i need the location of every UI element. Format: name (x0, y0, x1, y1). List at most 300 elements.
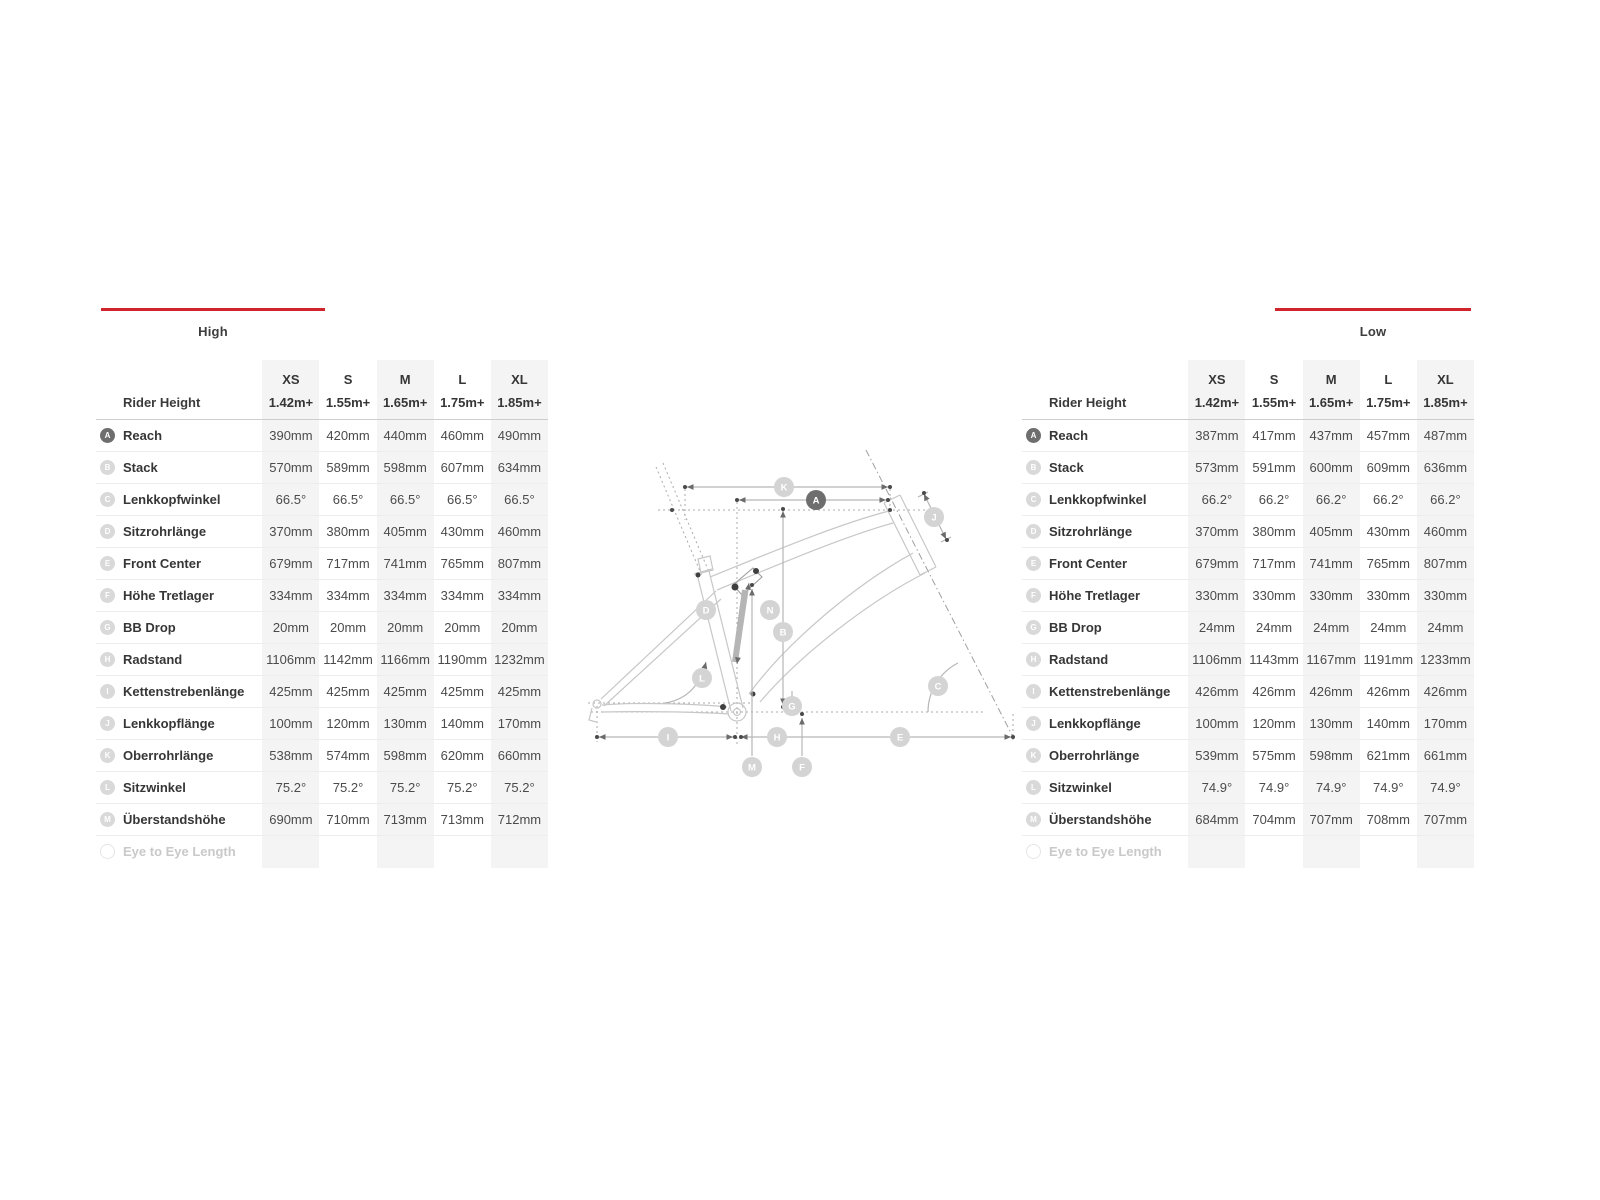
value-cell (491, 836, 548, 868)
value-cell (1417, 836, 1474, 868)
table-row (96, 676, 548, 708)
tab-low[interactable] (1275, 308, 1471, 339)
value-cell (1188, 836, 1245, 868)
row-badge-i: I (100, 684, 115, 699)
diagram-badge-k (774, 477, 794, 497)
rider-height-value: 1.55m+ (1251, 395, 1297, 410)
value-cell: 120mm (326, 716, 370, 731)
row-label: Stack (123, 460, 158, 475)
table-row (96, 612, 548, 644)
row-badge-e: E (100, 556, 115, 571)
svg-text:D: D (702, 605, 710, 617)
row-label: Sitzrohrlänge (1049, 524, 1133, 539)
diagram-badge-e (890, 727, 910, 747)
size-column-header (1417, 360, 1474, 420)
value-cell: 66.5° (262, 484, 319, 516)
svg-text:A: A (812, 495, 820, 507)
row-badge-n: N (100, 844, 115, 859)
value-cell: 707mm (1303, 804, 1360, 836)
size-label: S (343, 372, 353, 387)
diagram-badge-g (782, 696, 802, 716)
diagram-badge-h (767, 727, 787, 747)
row-label: Lenkkopfwinkel (123, 492, 221, 507)
dimension-endpoints (595, 482, 1015, 739)
row-label-group (1026, 716, 1187, 731)
row-label-group (1026, 428, 1187, 443)
value-cell: 661mm (1417, 740, 1474, 772)
svg-text:C: C (934, 681, 942, 693)
value-cell: 573mm (1188, 452, 1245, 484)
value-cell: 717mm (326, 556, 370, 571)
header-row (96, 360, 548, 420)
size-label: M (399, 372, 411, 387)
size-column-header (377, 360, 434, 420)
frame-geometry-diagram (555, 420, 1045, 805)
table-row (1022, 836, 1474, 868)
value-cell: 334mm (491, 580, 548, 612)
svg-text:B: B (779, 627, 787, 639)
size-label: M (1325, 372, 1337, 387)
svg-text:K: K (780, 482, 788, 494)
diagram-badge-l (692, 668, 712, 688)
diagram-badge-a (806, 490, 826, 510)
size-column-header (1188, 360, 1245, 420)
table-row (1022, 484, 1474, 516)
value-cell: 66.2° (1188, 484, 1245, 516)
geometry-table-low (1022, 303, 1474, 868)
value-cell: 1232mm (491, 644, 548, 676)
value-cell: 426mm (1303, 676, 1360, 708)
value-cell: 387mm (1188, 420, 1245, 452)
svg-text:F: F (799, 762, 805, 774)
rider-height-value: 1.75m+ (440, 395, 485, 410)
value-cell: 20mm (444, 620, 481, 635)
rider-height-value: 1.65m+ (382, 395, 428, 410)
size-column-header (1303, 360, 1360, 420)
value-cell: 334mm (262, 580, 319, 612)
row-label-group (1026, 780, 1187, 795)
value-cell: 707mm (1417, 804, 1474, 836)
size-column-header (1245, 360, 1302, 420)
row-label: Radstand (1049, 652, 1109, 667)
row-badge-h: H (100, 652, 115, 667)
size-column-header (434, 360, 491, 420)
value-cell: 765mm (1366, 556, 1410, 571)
size-label: L (458, 372, 467, 387)
row-label: Stack (1049, 460, 1084, 475)
value-cell: 570mm (262, 452, 319, 484)
value-cell: 140mm (1366, 716, 1410, 731)
row-badge-l: L (1026, 780, 1041, 795)
value-cell: 807mm (491, 548, 548, 580)
svg-text:J: J (931, 512, 937, 524)
row-label-group (1026, 460, 1187, 475)
diagram-badge-c (928, 676, 948, 696)
size-column-header (1360, 360, 1417, 420)
value-cell: 140mm (440, 716, 484, 731)
value-cell: 334mm (440, 588, 484, 603)
value-cell: 598mm (377, 740, 434, 772)
value-cell: 660mm (491, 740, 548, 772)
table-row (1022, 804, 1474, 836)
table-row (1022, 452, 1474, 484)
value-cell: 75.2° (262, 772, 319, 804)
value-cell: 490mm (491, 420, 548, 452)
svg-text:G: G (788, 701, 796, 713)
value-cell: 20mm (491, 612, 548, 644)
row-label-group (1026, 492, 1187, 507)
value-cell: 425mm (262, 676, 319, 708)
row-label: Sitzrohrlänge (123, 524, 207, 539)
table-row (96, 644, 548, 676)
table-row (1022, 612, 1474, 644)
value-cell: 634mm (491, 452, 548, 484)
value-cell: 1233mm (1417, 644, 1474, 676)
row-label: Radstand (123, 652, 183, 667)
geometry-table-high (96, 303, 548, 868)
value-cell: 405mm (377, 516, 434, 548)
rider-height-label: Rider Height (123, 395, 201, 410)
row-label: Oberrohrlänge (123, 748, 214, 763)
row-label: Oberrohrlänge (1049, 748, 1140, 763)
row-badge-k: K (100, 748, 115, 763)
row-label: Lenkkopflänge (1049, 716, 1141, 731)
size-label: S (1269, 372, 1279, 387)
value-cell: 66.2° (1417, 484, 1474, 516)
value-cell: 100mm (262, 708, 319, 740)
table-row (96, 420, 548, 452)
value-cell: 334mm (377, 580, 434, 612)
tab-row-high (96, 303, 548, 339)
value-cell: 460mm (440, 428, 484, 443)
value-cell: 1106mm (1188, 644, 1245, 676)
value-cell: 684mm (1188, 804, 1245, 836)
row-label-group (100, 460, 261, 475)
value-cell: 460mm (1417, 516, 1474, 548)
rider-height-value: 1.85m+ (497, 395, 542, 410)
value-cell: 74.9° (1373, 780, 1404, 795)
size-label: XL (511, 372, 528, 387)
row-label: Reach (1049, 428, 1089, 443)
value-cell: 330mm (1188, 580, 1245, 612)
value-cell: 20mm (262, 612, 319, 644)
row-label-group (100, 588, 261, 603)
value-cell: 75.2° (377, 772, 434, 804)
value-cell: 24mm (1188, 612, 1245, 644)
size-label: L (1384, 372, 1393, 387)
value-cell: 440mm (377, 420, 434, 452)
value-cell: 1143mm (1249, 652, 1299, 667)
value-cell (377, 836, 434, 868)
value-cell (319, 836, 376, 868)
row-label: Eye to Eye Length (1049, 844, 1162, 860)
value-cell: 370mm (1188, 516, 1245, 548)
value-cell: 66.5° (377, 484, 434, 516)
value-cell: 741mm (1303, 548, 1360, 580)
value-cell: 330mm (1303, 580, 1360, 612)
value-cell: 621mm (1366, 748, 1410, 763)
geometry-table (1022, 360, 1474, 868)
table-row (1022, 516, 1474, 548)
value-cell: 66.5° (447, 492, 478, 507)
rider-height-label: Rider Height (1049, 395, 1127, 410)
value-cell: 430mm (1366, 524, 1410, 539)
row-label: Kettenstrebenlänge (123, 684, 245, 699)
row-badge-g: G (1026, 620, 1041, 635)
table-row (96, 452, 548, 484)
svg-text:L: L (699, 673, 705, 685)
value-cell: 713mm (440, 812, 484, 827)
value-cell: 120mm (1252, 716, 1296, 731)
row-badge-a: A (1026, 428, 1041, 443)
value-cell: 1166mm (377, 644, 434, 676)
row-label-group (100, 684, 261, 699)
value-cell: 334mm (326, 588, 370, 603)
tab-active-underline (1275, 308, 1471, 311)
row-label-group (1026, 588, 1187, 603)
row-badge-c: C (100, 492, 115, 507)
row-label-group (1026, 652, 1187, 667)
value-cell: 74.9° (1258, 780, 1290, 795)
value-cell: 74.9° (1188, 772, 1245, 804)
value-cell: 765mm (440, 556, 484, 571)
value-cell: 66.2° (1303, 484, 1360, 516)
value-cell: 710mm (326, 812, 370, 827)
row-badge-j: J (100, 716, 115, 731)
value-cell: 75.2° (447, 780, 478, 795)
row-label-group (100, 812, 261, 827)
row-label: Sitzwinkel (1049, 780, 1112, 795)
value-cell: 457mm (1366, 428, 1410, 443)
value-cell: 717mm (1252, 556, 1296, 571)
table-row (96, 836, 548, 868)
value-cell: 636mm (1417, 452, 1474, 484)
row-badge-k: K (1026, 748, 1041, 763)
value-cell: 600mm (1303, 452, 1360, 484)
value-cell: 20mm (377, 612, 434, 644)
value-cell: 538mm (262, 740, 319, 772)
table-row (1022, 772, 1474, 804)
size-label: XL (1437, 372, 1454, 387)
table-row (1022, 740, 1474, 772)
diagram-badge-b (773, 622, 793, 642)
row-badge-l: L (100, 780, 115, 795)
value-cell: 1106mm (262, 644, 319, 676)
size-column-header (319, 360, 376, 420)
value-cell (1360, 836, 1417, 868)
value-cell: 426mm (1252, 684, 1296, 699)
row-badge-m: M (1026, 812, 1041, 827)
row-label: Front Center (123, 556, 201, 571)
row-label-group (100, 428, 261, 443)
row-badge-b: B (100, 460, 115, 475)
row-label: Kettenstrebenlänge (1049, 684, 1171, 699)
size-label: XS (1208, 372, 1226, 387)
size-column-header (491, 360, 548, 420)
value-cell: 66.5° (491, 484, 548, 516)
diagram-badge-f (792, 757, 812, 777)
table-row (96, 804, 548, 836)
value-cell: 74.9° (1303, 772, 1360, 804)
row-label: Lenkkopfwinkel (1049, 492, 1147, 507)
value-cell: 598mm (1303, 740, 1360, 772)
value-cell: 330mm (1417, 580, 1474, 612)
table-row (96, 580, 548, 612)
rider-height-value: 1.75m+ (1366, 395, 1411, 410)
row-badge-f: F (1026, 588, 1041, 603)
size-column-header (262, 360, 319, 420)
tab-row-low (1022, 303, 1474, 339)
geometry-table (96, 360, 548, 868)
value-cell: 679mm (262, 548, 319, 580)
row-badge-n: N (1026, 844, 1041, 859)
value-cell: 620mm (440, 748, 484, 763)
value-cell: 170mm (1417, 708, 1474, 740)
value-cell: 66.2° (1258, 492, 1290, 507)
table-row (1022, 708, 1474, 740)
svg-text:M: M (748, 762, 756, 774)
value-cell: 487mm (1417, 420, 1474, 452)
row-label: BB Drop (123, 620, 176, 635)
rider-height-value: 1.65m+ (1308, 395, 1354, 410)
value-cell: 425mm (326, 684, 370, 699)
row-label-group (100, 780, 261, 795)
value-cell: 66.5° (332, 492, 364, 507)
row-badge-b: B (1026, 460, 1041, 475)
row-badge-j: J (1026, 716, 1041, 731)
tab-low-label: Low (1359, 324, 1387, 339)
table-row (1022, 420, 1474, 452)
value-cell (434, 836, 491, 868)
row-label-group (1026, 684, 1187, 699)
row-badge-c: C (1026, 492, 1041, 507)
value-cell: 713mm (377, 804, 434, 836)
table-row (1022, 676, 1474, 708)
value-cell: 75.2° (332, 780, 364, 795)
value-cell: 425mm (440, 684, 484, 699)
value-cell: 704mm (1252, 812, 1296, 827)
table-row (96, 772, 548, 804)
row-label-group (100, 844, 261, 859)
value-cell: 1190mm (437, 652, 488, 667)
row-label: Höhe Tretlager (123, 588, 215, 603)
diagram-badge-n (760, 600, 780, 620)
value-cell: 460mm (491, 516, 548, 548)
value-cell: 426mm (1366, 684, 1410, 699)
value-cell (1303, 836, 1360, 868)
value-cell: 380mm (1252, 524, 1296, 539)
value-cell: 708mm (1366, 812, 1410, 827)
row-label-group (1026, 524, 1187, 539)
row-label-group (100, 556, 261, 571)
row-label: Lenkkopflänge (123, 716, 215, 731)
svg-text:E: E (896, 732, 904, 744)
value-cell: 74.9° (1417, 772, 1474, 804)
value-cell: 425mm (377, 676, 434, 708)
row-label-group (100, 652, 261, 667)
value-cell: 170mm (491, 708, 548, 740)
row-label: Eye to Eye Length (123, 844, 236, 860)
value-cell: 426mm (1188, 676, 1245, 708)
row-badge-f: F (100, 588, 115, 603)
value-cell: 539mm (1188, 740, 1245, 772)
tab-high[interactable] (101, 308, 325, 339)
value-cell: 66.2° (1373, 492, 1404, 507)
value-cell: 575mm (1252, 748, 1296, 763)
value-cell: 390mm (262, 420, 319, 452)
row-badge-a: A (100, 428, 115, 443)
row-badge-g: G (100, 620, 115, 635)
value-cell (1245, 836, 1302, 868)
value-cell (262, 836, 319, 868)
value-cell: 807mm (1417, 548, 1474, 580)
value-cell: 437mm (1303, 420, 1360, 452)
table-row (96, 516, 548, 548)
value-cell: 24mm (1303, 612, 1360, 644)
value-cell: 741mm (377, 548, 434, 580)
value-cell: 1191mm (1363, 652, 1414, 667)
value-cell: 1142mm (323, 652, 373, 667)
row-label: Überstandshöhe (123, 812, 226, 827)
value-cell: 20mm (329, 620, 367, 635)
row-badge-d: D (100, 524, 115, 539)
diagram-badge-j (924, 507, 944, 527)
tab-active-underline (101, 308, 325, 311)
value-cell: 430mm (440, 524, 484, 539)
value-cell: 370mm (262, 516, 319, 548)
construction-lines (588, 450, 1013, 744)
value-cell: 24mm (1417, 612, 1474, 644)
row-badge-i: I (1026, 684, 1041, 699)
value-cell: 598mm (377, 452, 434, 484)
value-cell: 425mm (491, 676, 548, 708)
tab-high-label: High (198, 324, 228, 339)
value-cell: 405mm (1303, 516, 1360, 548)
svg-text:N: N (766, 605, 774, 617)
svg-text:H: H (773, 732, 781, 744)
row-label-group (1026, 844, 1187, 859)
diagram-badge-m (742, 757, 762, 777)
value-cell: 690mm (262, 804, 319, 836)
header-row (1022, 360, 1474, 420)
diagram-badge-i (658, 727, 678, 747)
diagram-badge-d (696, 600, 716, 620)
row-label: Überstandshöhe (1049, 812, 1152, 827)
rider-height-value: 1.85m+ (1423, 395, 1468, 410)
value-cell: 607mm (440, 460, 484, 475)
value-cell: 426mm (1417, 676, 1474, 708)
row-badge-e: E (1026, 556, 1041, 571)
table-row (1022, 580, 1474, 612)
diagram-badges (658, 477, 948, 777)
value-cell: 24mm (1255, 620, 1293, 635)
row-label-group (1026, 748, 1187, 763)
value-cell: 1167mm (1303, 644, 1360, 676)
value-cell: 417mm (1252, 428, 1296, 443)
value-cell: 24mm (1370, 620, 1407, 635)
rider-height-value: 1.55m+ (325, 395, 371, 410)
row-label-group (100, 620, 261, 635)
value-cell: 380mm (326, 524, 370, 539)
svg-text:I: I (666, 732, 670, 744)
value-cell: 420mm (326, 428, 370, 443)
row-label-group (100, 524, 261, 539)
value-cell: 574mm (326, 748, 370, 763)
row-label-group (1026, 556, 1187, 571)
row-badge-m: M (100, 812, 115, 827)
value-cell: 609mm (1366, 460, 1410, 475)
value-cell: 330mm (1252, 588, 1296, 603)
